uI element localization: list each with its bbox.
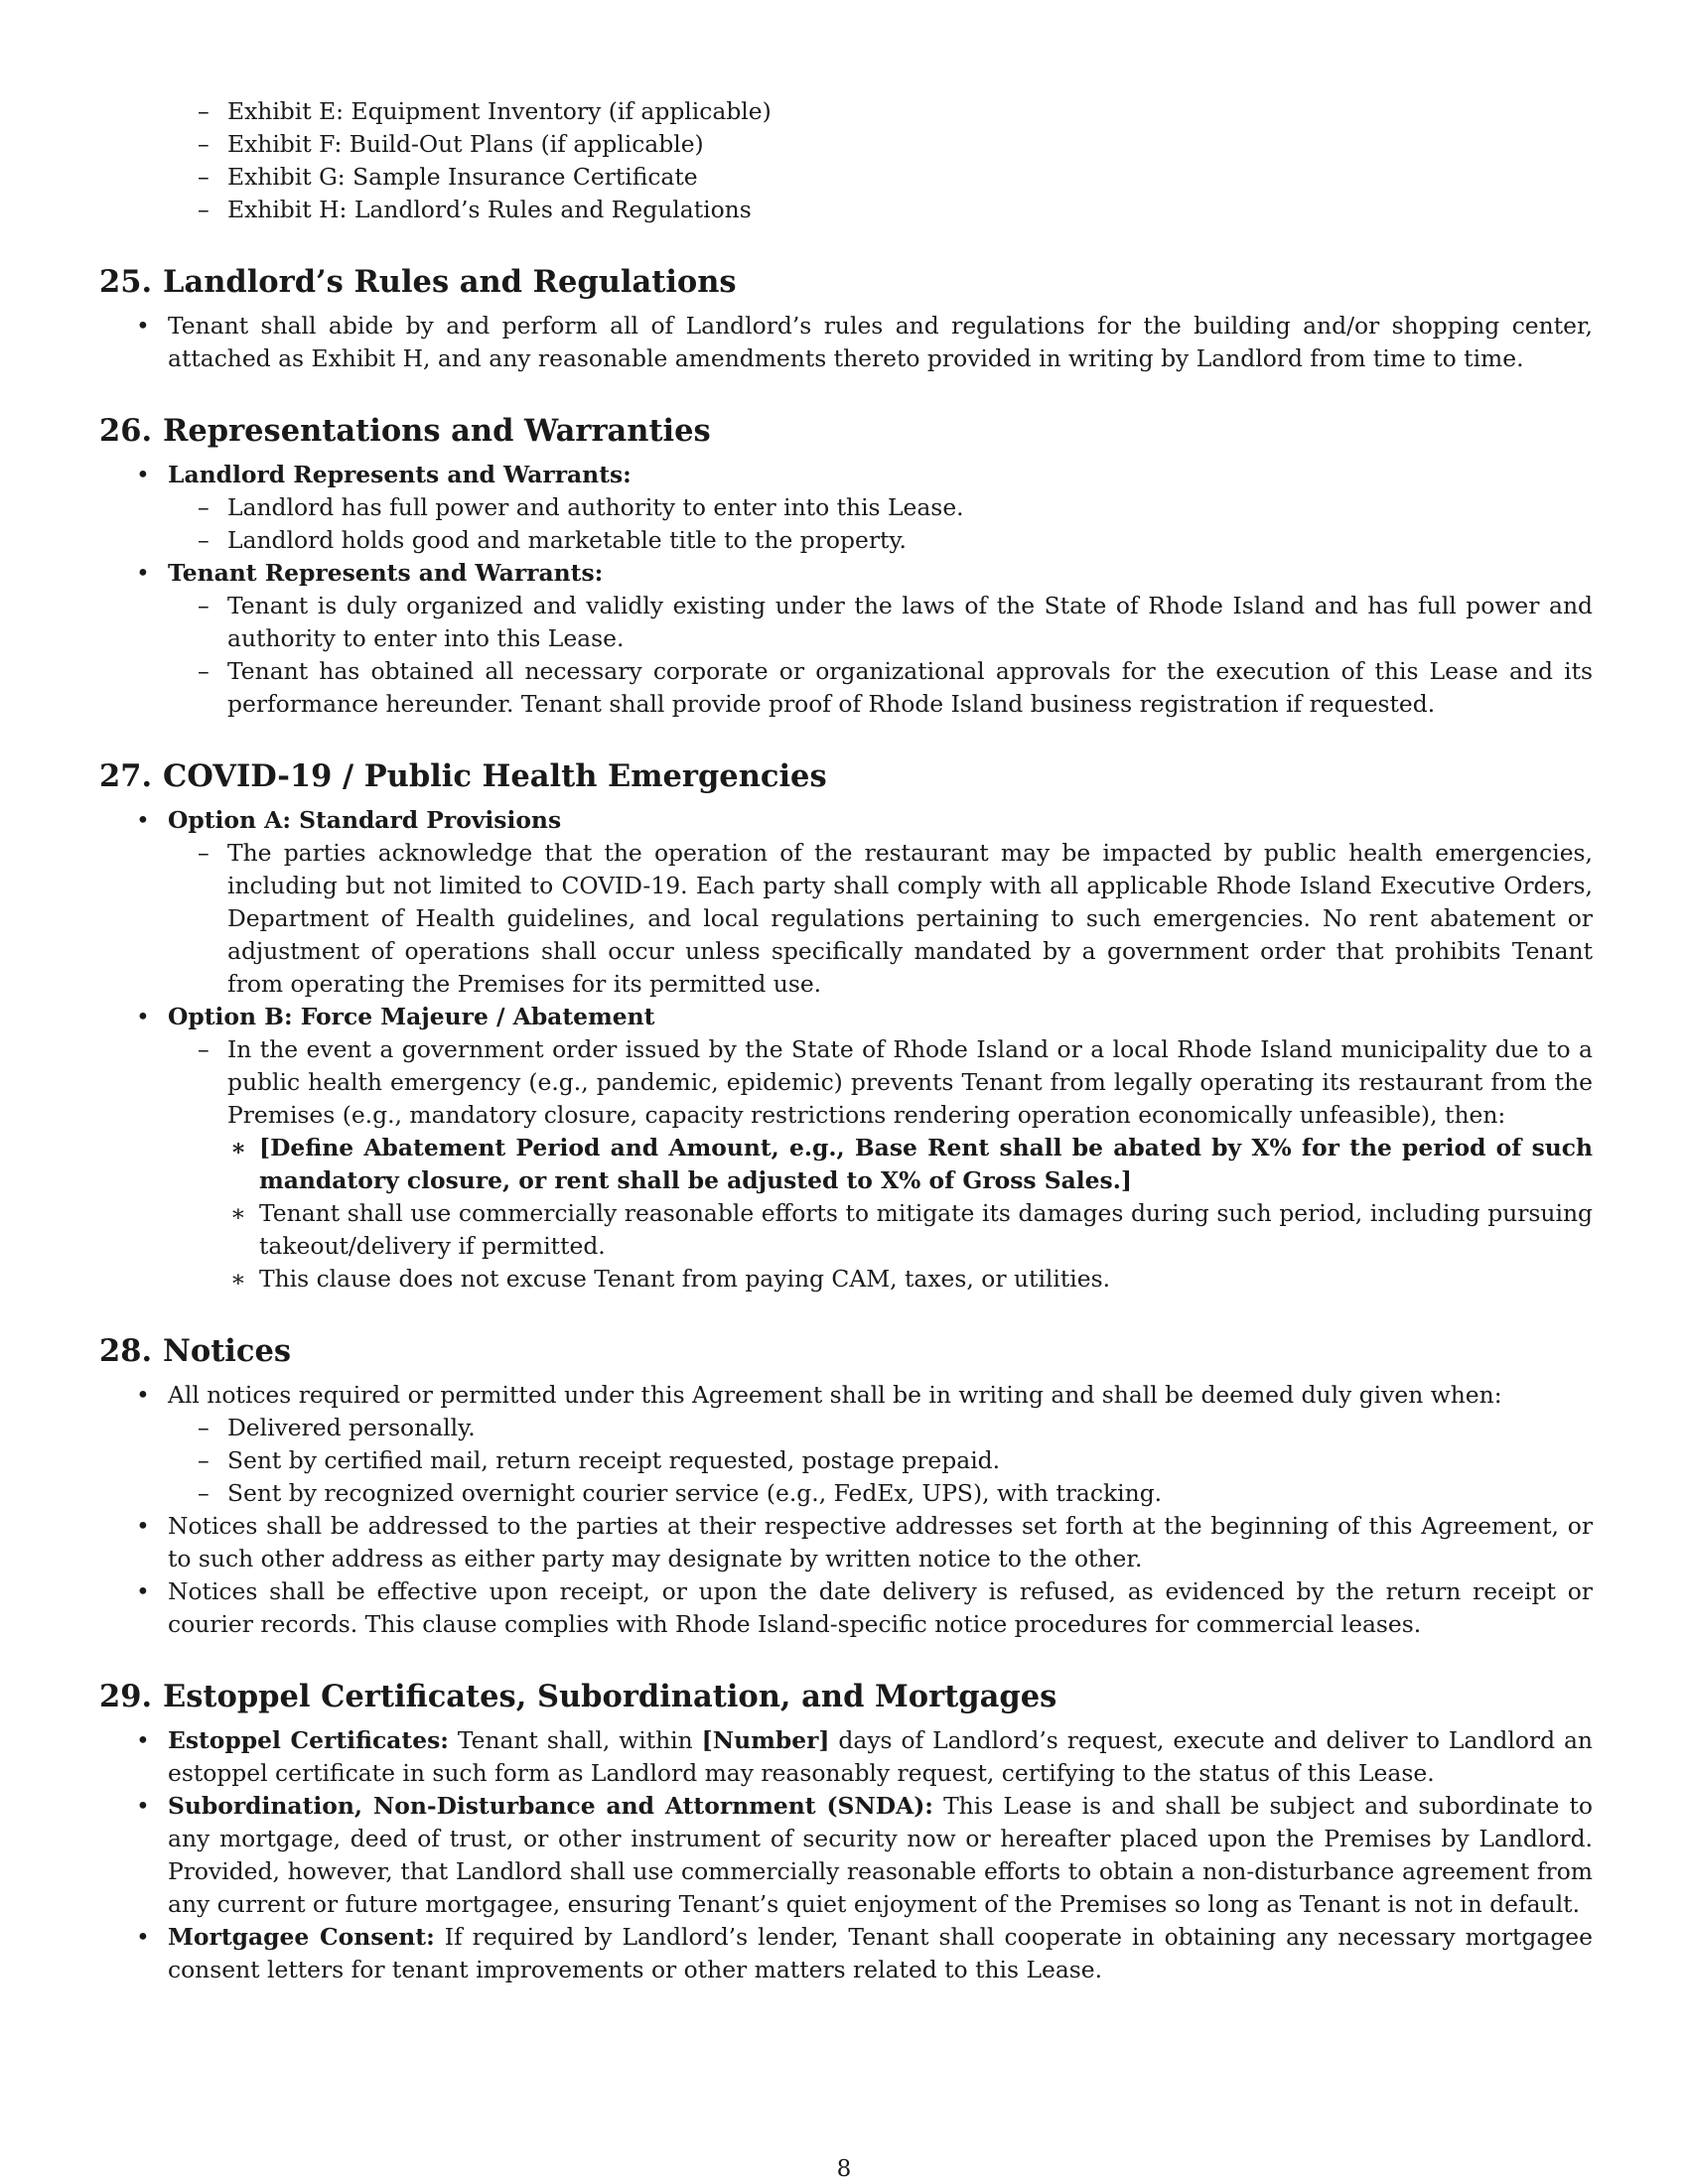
list-item	[99, 557, 1593, 721]
section-28	[99, 1331, 1593, 1641]
subheading: Landlord Represents and Warrants:	[168, 461, 632, 488]
list-item: – Exhibit E: Equipment Inventory (if applicable)	[168, 95, 1593, 128]
section-title: COVID-19 / Public Health Emergencies	[163, 758, 827, 794]
list-item: – Delivered personally.	[168, 1412, 1593, 1444]
section-29	[99, 1677, 1593, 1986]
paragraph: All notices required or permitted under this Agreement shall be in writing and shall be deemed duly given when:	[168, 1381, 1502, 1409]
section-number: 25.	[99, 264, 153, 300]
section-title: Estoppel Certificates, Subordination, and Mortgages	[163, 1679, 1057, 1714]
list-item	[99, 459, 1593, 557]
text: This Lease is and shall be subject and subordinate to any mortgage, deed of trust, or other instrument of security now or hereafter placed upon the Premises by Landlord. Provided, however, that Landlord shall use commercially reasonable efforts to obtain a non-disturbance agreement from any current or future mortgagee, ensuring Tenant’s quiet enjoyment of the Premises so long as Tenant is not in default.	[168, 1792, 1593, 1918]
list-item	[99, 1790, 1593, 1921]
list-item: – Landlord holds good and marketable title to the property.	[168, 524, 1593, 557]
paragraph: In the event a government order issued by the State of Rhode Island or a local Rhode Island municipality due to a public health emergency (e.g., pandemic, epidemic) prevents Tenant from legally operating its restaurant from the Premises (e.g., mandatory closure, capacity restrictions rendering operation economically unfeasible), then:	[227, 1035, 1593, 1129]
section-number: 28.	[99, 1333, 153, 1369]
section-heading	[99, 756, 1593, 796]
list-item: – Exhibit H: Landlord’s Rules and Regulations	[168, 194, 1593, 226]
list-item	[99, 1921, 1593, 1986]
section-26	[99, 411, 1593, 721]
term-label: Subordination, Non-Disturbance and Attornment (SNDA):	[168, 1792, 933, 1820]
section-heading	[99, 1331, 1593, 1371]
list-item: – Sent by recognized overnight courier service (e.g., FedEx, UPS), with tracking.	[168, 1477, 1593, 1510]
text: Tenant shall, within	[448, 1726, 702, 1754]
text: If required by Landlord’s lender, Tenant shall cooperate in obtaining any necessary mortgagee consent letters for tenant improvements or other matters related to this Lease.	[168, 1923, 1593, 1983]
subheading: Option A: Standard Provisions	[168, 806, 562, 834]
list-item: ∗ Tenant shall use commercially reasonable efforts to mitigate its damages during such period, including pursuing takeout/delivery if permitted.	[227, 1197, 1593, 1263]
list-item	[99, 1379, 1593, 1510]
list-item: • Tenant shall abide by and perform all of Landlord’s rules and regulations for the building and/or shopping center, attached as Exhibit H, and any reasonable amendments thereto provided in writing by Landlord from time to time.	[99, 310, 1593, 375]
list-item: – Tenant has obtained all necessary corporate or organizational approvals for the execution of this Lease and its performance hereunder. Tenant shall provide proof of Rhode Island business registration if requested.	[168, 655, 1593, 721]
exhibit-list	[168, 95, 1593, 226]
list-item	[99, 1724, 1593, 1790]
list-item: – Sent by certified mail, return receipt requested, postage prepaid.	[168, 1444, 1593, 1477]
list-item: • Notices shall be effective upon receipt, or upon the date delivery is refused, as evidenced by the return receipt or courier records. This clause complies with Rhode Island-specific notice procedures for commercial leases.	[99, 1575, 1593, 1641]
list-item	[99, 1001, 1593, 1296]
section-title: Representations and Warranties	[163, 413, 711, 449]
list-item: ∗ [Define Abatement Period and Amount, e.g., Base Rent shall be abated by X% for the period of such mandatory closure, or rent shall be adjusted to X% of Gross Sales.]	[227, 1132, 1593, 1197]
list-item: – Tenant is duly organized and validly existing under the laws of the State of Rhode Island and has full power and authority to enter into this Lease.	[168, 590, 1593, 655]
list-item	[168, 1033, 1593, 1296]
page-number: 8	[836, 2156, 852, 2182]
section-heading	[99, 262, 1593, 302]
list-item: – The parties acknowledge that the operation of the restaurant may be impacted by public health emergencies, including but not limited to COVID-19. Each party shall comply with all applicable Rhode Island Executive Orders, Department of Health guidelines, and local regulations pertaining to such emergencies. No rent abatement or adjustment of operations shall occur unless specifically mandated by a government order that prohibits Tenant from operating the Premises for its permitted use.	[168, 837, 1593, 1001]
subheading: Option B: Force Majeure / Abatement	[168, 1003, 655, 1030]
section-27	[99, 756, 1593, 1296]
section-number: 29.	[99, 1679, 153, 1714]
document-page	[99, 95, 1593, 1986]
section-heading	[99, 1677, 1593, 1716]
section-25	[99, 262, 1593, 375]
section-title: Landlord’s Rules and Regulations	[163, 264, 737, 300]
section-number: 27.	[99, 758, 153, 794]
list-item: – Exhibit F: Build-Out Plans (if applicable)	[168, 128, 1593, 161]
section-heading	[99, 411, 1593, 451]
section-title: Notices	[163, 1333, 292, 1369]
list-item: ∗ This clause does not excuse Tenant from paying CAM, taxes, or utilities.	[227, 1263, 1593, 1296]
list-item: • Notices shall be addressed to the parties at their respective addresses set forth at the beginning of this Agreement, or to such other address as either party may designate by written notice to the other.	[99, 1510, 1593, 1575]
placeholder-bracket: [Number]	[701, 1726, 830, 1754]
list-item: – Landlord has full power and authority to enter into this Lease.	[168, 491, 1593, 524]
text: days of Landlord’s request, execute and deliver to Landlord an estoppel certificate in such form as Landlord may reasonably request, certifying to the status of this Lease.	[168, 1726, 1594, 1787]
subheading: Tenant Represents and Warrants:	[168, 559, 604, 587]
list-item: – Exhibit G: Sample Insurance Certificate	[168, 161, 1593, 194]
section-number: 26.	[99, 413, 153, 449]
term-label: Estoppel Certificates:	[168, 1726, 449, 1754]
term-label: Mortgagee Consent:	[168, 1923, 435, 1951]
list-item	[99, 804, 1593, 1001]
